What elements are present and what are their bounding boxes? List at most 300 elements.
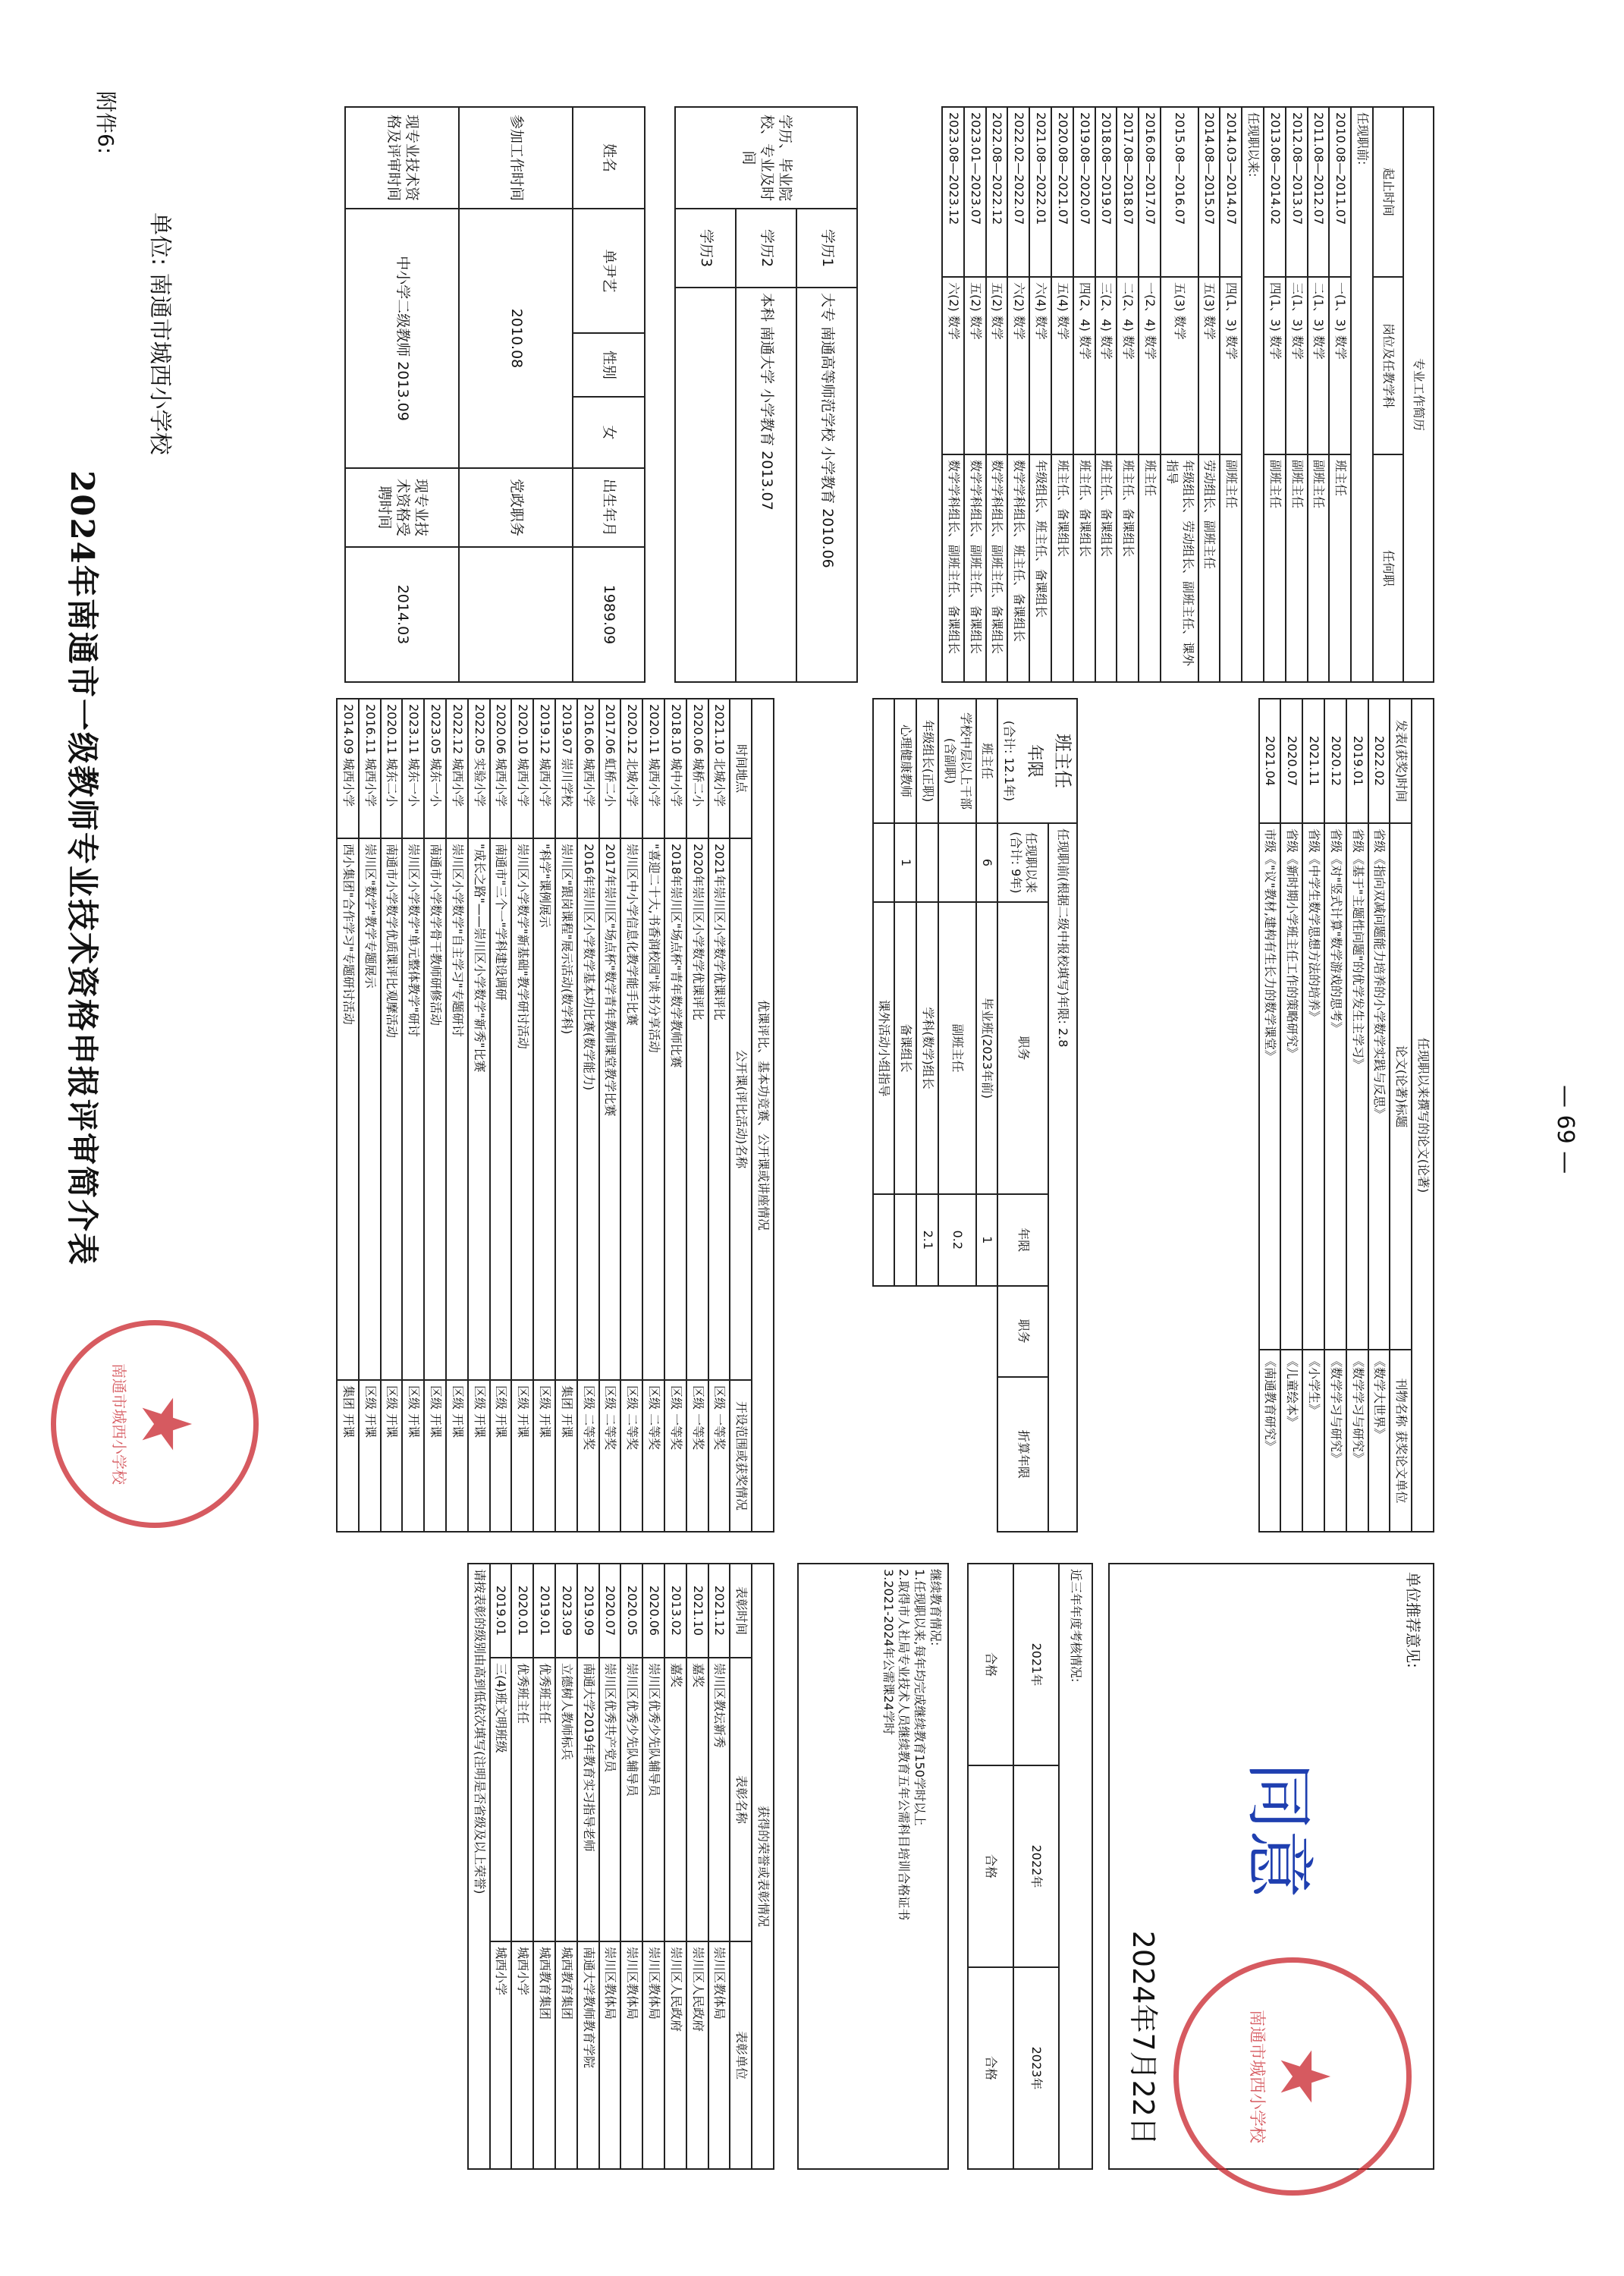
work-history-time: 2010.08—2011.07 — [1329, 107, 1351, 277]
post-role-secondary: 备课组长 — [894, 902, 916, 1194]
head-teacher-years-label: 年限 — [1024, 743, 1044, 778]
post-role-years: 6 — [976, 823, 998, 902]
table-row — [1161, 107, 1198, 682]
open-class-time: 2020.12 北城小学 — [620, 699, 642, 838]
open-class-time: 2018.10 城中小学 — [664, 699, 686, 838]
table-row — [642, 699, 664, 1532]
paper-publication: 《数学学习与研究》 — [1324, 1350, 1346, 1532]
work-history-header: 岗位及任教学科 — [1373, 277, 1403, 454]
page-title: 2024年南通市一级教师专业技术资格申报评审简介表 — [64, 470, 101, 1266]
work-history-post: 五(4) 数学 — [1051, 277, 1073, 454]
work-history-time: 2012.08—2013.07 — [1286, 107, 1308, 277]
work-history-rows — [942, 107, 1373, 682]
post-roles-title: 任现职前(根据二级中报校填写)年限: 2.8 — [1048, 823, 1077, 1532]
work-history-duty: 副班主任 — [1308, 454, 1330, 682]
table-row — [599, 699, 621, 1532]
table-row — [424, 699, 446, 1532]
work-history-time: 2023.08—2023.12 — [942, 107, 964, 277]
papers-header: 刊物名称 获奖论文单位 — [1390, 1350, 1412, 1532]
table-row — [916, 699, 938, 1532]
work-history-duty: 数学学科组长、班主任、备课组长 — [1007, 454, 1029, 682]
table-row — [577, 699, 599, 1532]
work-history-duty: 年级组长、班主任、备课组长 — [1029, 454, 1051, 682]
work-history-duty: 班主任、备课组长 — [1095, 454, 1117, 682]
current-hire-value: 2014.03 — [345, 547, 459, 682]
work-start-label: 参加工作时间 — [459, 107, 573, 209]
education-label: 学历、毕业院校、专业及时间 — [675, 107, 857, 209]
open-class-time: 2020.06 城桥二小 — [686, 699, 708, 838]
work-history-duty: 班主任、备课组长 — [1117, 454, 1139, 682]
open-class-time: 2019.07 崇川学校 — [555, 699, 577, 838]
post-role-secondary: 副班主任 — [938, 902, 976, 1194]
work-history-title: 专业工作简历 — [1403, 107, 1434, 682]
unit-label: 单位: — [146, 212, 173, 266]
paper-time: 2019.01 — [1346, 699, 1368, 823]
honors-title: 获得的荣誉或表彰情况 — [752, 1564, 774, 2169]
birth-label: 出生年月 — [573, 468, 645, 547]
open-class-header: 时间地点 — [730, 699, 752, 838]
honor-unit: 南通大学教师教育学院 — [577, 1941, 599, 2169]
paper-publication: 《数学学习与研究》 — [1346, 1350, 1368, 1532]
honor-time: 2019.01 — [533, 1564, 555, 1658]
open-class-name: 崇川区"跟岗课程"展示活动(数学科) — [555, 838, 577, 1380]
open-class-result: 区级 一等奖 — [664, 1380, 686, 1532]
table-row — [1198, 107, 1220, 682]
assessment-title: 近三年年度考核情况: — [1059, 1564, 1092, 2169]
work-history-post: 二(1、3) 数学 — [1308, 277, 1330, 454]
honor-unit: 城西教育集团 — [533, 1941, 555, 2169]
open-class-result: 区级 二等奖 — [620, 1380, 642, 1532]
gender-value: 女 — [573, 397, 645, 468]
continuing-box — [797, 1563, 949, 2170]
paper-title: 省级《指向双减问题能力培养的小学数学实践与反思》 — [1368, 823, 1390, 1350]
work-history-duty: 班主任、备课组长 — [1051, 454, 1073, 682]
honor-unit: 崇川区教体局 — [642, 1941, 664, 2169]
honor-unit: 城西小学 — [490, 1941, 512, 2169]
honor-unit: 崇川区教体局 — [620, 1941, 642, 2169]
post-role-secondary: 课外活动小组指导 — [873, 902, 895, 1194]
table-row — [511, 699, 533, 1532]
work-history-time: 2011.08—2012.07 — [1308, 107, 1330, 277]
official-seal-top — [51, 1320, 259, 1528]
work-history-duty: 数学学科组长、副班主任、备课组长 — [964, 454, 986, 682]
table-row — [1308, 107, 1330, 682]
work-history-post: 六(2) 数学 — [1007, 277, 1029, 454]
table-row — [490, 1564, 512, 2169]
work-history-post: 六(2) 数学 — [942, 277, 964, 454]
table-row — [468, 699, 490, 1532]
post-roles-since-total: (合计: 9年) — [1008, 831, 1023, 894]
post-role-secondary: 学科(数学)组长 — [916, 902, 938, 1194]
open-class-result: 区级 一等奖 — [708, 1380, 730, 1532]
table-row — [708, 1564, 730, 2169]
work-history-post: 四(1、3) 数学 — [1220, 277, 1242, 454]
work-history-duty: 年级组长、劳动组长、副班主任、课外指导 — [1161, 454, 1198, 682]
honor-unit: 崇川区人民政府 — [664, 1941, 686, 2169]
work-history-post: 五(2) 数学 — [964, 277, 986, 454]
edu-row-value: 本科 南通大学 小学教育 2013.07 — [736, 288, 796, 682]
recommend-opinion: 同意 — [1239, 1762, 1318, 1898]
paper-time: 2020.07 — [1280, 699, 1302, 823]
assessment-result: 合格 — [968, 1765, 1013, 1967]
honor-time: 2020.05 — [620, 1564, 642, 1658]
papers-header: 发表(获奖)时间 — [1390, 699, 1412, 823]
political-label: 党政职务 — [459, 468, 573, 547]
paper-time: 2022.02 — [1368, 699, 1390, 823]
open-class-result: 区级 二等奖 — [599, 1380, 621, 1532]
head-teacher-total: (合计: 12.1年) — [1002, 720, 1017, 802]
open-class-name: 2020年崇川区小学数学优课评比 — [686, 838, 708, 1380]
work-history-post: 六(4) 数学 — [1029, 277, 1051, 454]
work-history-duty: 劳动组长、副班主任 — [1198, 454, 1220, 682]
table-row — [555, 1564, 577, 2169]
table-row — [873, 699, 895, 1532]
open-class-result: 区级 二等奖 — [577, 1380, 599, 1532]
open-class-name: 2017年崇川区"场点杯"数学青年教师课堂教学比赛 — [599, 838, 621, 1380]
table-row — [976, 699, 998, 1532]
open-class-time: 2019.12 城西小学 — [533, 699, 555, 838]
work-history-header: 起止时间 — [1373, 107, 1403, 277]
work-history-duty: 数学学科组长、副班主任、备课组长 — [942, 454, 964, 682]
table-row — [1346, 699, 1368, 1532]
table-row — [1242, 107, 1264, 682]
recommend-label: 单位推荐意见: — [1404, 1572, 1422, 1668]
open-class-name: 2018年崇川区"场点杯"青年数学教师比赛 — [664, 838, 686, 1380]
honor-name: 优秀班主任 — [511, 1658, 533, 1941]
open-class-name: 2021年崇川区小学数学优课评比 — [708, 838, 730, 1380]
open-class-result: 集团 开课 — [555, 1380, 577, 1532]
work-history-duty: 数学学科组长、副班主任、备课组长 — [986, 454, 1008, 682]
paper-publication: 《南通教育研究》 — [1259, 1350, 1281, 1532]
honor-name: 崇川区优秀少先队辅导员 — [642, 1658, 664, 1941]
post-role — [873, 699, 895, 823]
open-class-time: 2023.05 城东一小 — [424, 699, 446, 838]
open-class-result: 区级 一等奖 — [686, 1380, 708, 1532]
table-row — [1073, 107, 1095, 682]
open-class-name: 崇川区小学数学"单元整体教学"研讨 — [402, 838, 424, 1380]
papers-table — [1258, 698, 1434, 1533]
honor-name: 三(4)班文明班级 — [490, 1658, 512, 1941]
work-history-post: 一(1、3) 数学 — [1329, 277, 1351, 454]
honors-header: 表彰时间 — [730, 1564, 752, 1658]
table-row — [894, 699, 916, 1532]
honor-time: 2019.01 — [490, 1564, 512, 1658]
post-roles-table — [872, 698, 1078, 1533]
table-row — [402, 699, 424, 1532]
open-class-time: 2022.12 城西小学 — [446, 699, 468, 838]
post-roles-since-label: 任现职以来 — [1024, 831, 1039, 893]
open-class-result: 集团 开课 — [337, 1380, 359, 1532]
table-row — [1368, 699, 1390, 1532]
post-role: 学校中层以上干部(含副职) — [938, 699, 976, 823]
open-class-header: 开设范围或获奖情况 — [730, 1380, 752, 1532]
work-history-table — [941, 106, 1434, 683]
table-row — [964, 107, 986, 682]
work-history-time: 2017.08—2018.07 — [1117, 107, 1139, 277]
honor-unit: 崇川区人民政府 — [686, 1941, 708, 2169]
post-role: 班主任 — [976, 699, 998, 823]
work-history-time: 2014.03—2014.07 — [1220, 107, 1242, 277]
work-history-post: 一(2、4) 数学 — [1139, 277, 1161, 454]
assessment-result: 合格 — [968, 1564, 1013, 1765]
work-history-duty: 副班主任 — [1286, 454, 1308, 682]
work-history-time: 2021.08—2022.01 — [1029, 107, 1051, 277]
name-label: 姓名 — [573, 107, 645, 209]
paper-publication: 《数学大世界》 — [1368, 1350, 1390, 1532]
honor-name: 崇川区优秀少先队辅导员 — [620, 1658, 642, 1941]
paper-time: 2021.04 — [1259, 699, 1281, 823]
open-class-name: 2016年崇川区小学数学基本功比赛(数学能力) — [577, 838, 599, 1380]
open-class-name: 南通市小学数学优质课评比观摩活动 — [381, 838, 403, 1380]
work-history-duty: 副班主任 — [1264, 454, 1286, 682]
open-class-result: 区级 开课 — [446, 1380, 468, 1532]
edu-row-label: 学历3 — [675, 209, 736, 288]
open-class-table — [336, 698, 774, 1533]
open-class-name: "喜迎二十大,书香润校园"读书分享活动 — [642, 838, 664, 1380]
name-value: 单尹艺 — [573, 209, 645, 333]
work-history-duty: 班主任、备课组长 — [1073, 454, 1095, 682]
open-class-result: 区级 开课 — [533, 1380, 555, 1532]
honor-unit: 城西小学 — [511, 1941, 533, 2169]
table-row — [1007, 107, 1029, 682]
honor-time: 2019.09 — [577, 1564, 599, 1658]
post-role-converted: 1 — [976, 1194, 998, 1285]
open-class-name: 南通市小学数学骨干教师研修活动 — [424, 838, 446, 1380]
current-qual-value: 中小学二级教师 2013.09 — [345, 209, 459, 468]
honor-unit: 城西教育集团 — [555, 1941, 577, 2169]
continuing-line: 2.取得市人社局专业技术人员继续教育五年公需科目培训合格证书 — [897, 1569, 912, 1921]
birth-value: 1989.09 — [573, 547, 645, 682]
open-class-name: 西小集团"合作学习"专题研讨活动 — [337, 838, 359, 1380]
attachment-label: 附件6: — [93, 91, 118, 155]
current-hire-label: 现专业技术资格受聘时间 — [345, 468, 459, 547]
continuing-title: 继续教育情况: — [928, 1569, 943, 1646]
open-class-result: 区级 开课 — [490, 1380, 512, 1532]
open-class-result: 区级 开课 — [359, 1380, 381, 1532]
table-row — [533, 1564, 555, 2169]
honor-time: 2020.01 — [511, 1564, 533, 1658]
paper-title: 省级《对"竖式计算"数学游戏的思考》 — [1324, 823, 1346, 1350]
open-class-rows — [337, 699, 730, 1532]
work-history-time: 2014.08—2015.07 — [1198, 107, 1220, 277]
work-history-post: 四(1、3) 数学 — [1264, 277, 1286, 454]
post-role-years: 1 — [894, 823, 916, 902]
post-role-converted: 2.1 — [916, 1194, 938, 1285]
work-history-time: 2016.08—2017.07 — [1139, 107, 1161, 277]
table-row — [1280, 699, 1302, 1532]
open-class-time: 2014.09 城西小学 — [337, 699, 359, 838]
edu-row-label: 学历1 — [796, 209, 857, 288]
table-row — [1329, 107, 1351, 682]
table-row — [686, 1564, 708, 2169]
open-class-name: 崇川区小学数学"自主学习"专题研讨 — [446, 838, 468, 1380]
post-role-secondary: 毕业班(2023年前) — [976, 902, 998, 1194]
recommend-date: 2024年7月22日 — [1126, 1930, 1160, 2146]
honor-name: 优秀班主任 — [533, 1658, 555, 1941]
post-role-converted — [894, 1194, 916, 1285]
honor-time: 2021.10 — [686, 1564, 708, 1658]
open-class-title: 优课评比、基本功竞赛、公开课或讲座情况 — [752, 699, 774, 1532]
honor-time: 2020.07 — [599, 1564, 621, 1658]
table-row — [577, 1564, 599, 2169]
unit-line — [146, 212, 179, 455]
open-class-time: 2016.11 城西小学 — [359, 699, 381, 838]
post-role-converted — [873, 1194, 895, 1285]
work-history-time: 2013.08—2014.02 — [1264, 107, 1286, 277]
post-roles-since — [997, 823, 1048, 902]
seal-star-icon: ★ — [126, 1393, 206, 1455]
post-role-years — [916, 823, 938, 902]
assessment-year: 2022年 — [1013, 1765, 1059, 1967]
papers-title: 任现职以来撰写的论文(论著) — [1412, 699, 1434, 1532]
work-history-header: 任何职 — [1373, 454, 1403, 682]
table-row — [337, 699, 359, 1532]
open-class-time: 2016.06 城西小学 — [577, 699, 599, 838]
work-history-post: 五(3) 数学 — [1198, 277, 1220, 454]
table-row — [381, 699, 403, 1532]
open-class-name: "成长之路"——崇川区小学数学"新秀"比赛 — [468, 838, 490, 1380]
continuing-line: 1.任现职以来,每年均完成继续教育150学时以上 — [913, 1569, 928, 1826]
table-row — [1139, 107, 1161, 682]
open-class-time: 2017.06 虹桥二小 — [599, 699, 621, 838]
honor-unit: 崇川区教体局 — [708, 1941, 730, 2169]
table-row — [446, 699, 468, 1532]
honor-time: 2013.02 — [664, 1564, 686, 1658]
honors-rows — [490, 1564, 730, 2169]
continuing-line: 3.2021-2024年公需课24学时 — [881, 1569, 896, 1735]
gender-label: 性别 — [573, 333, 645, 397]
honors-note: 请按表彰的级别由高到低依次填写(注明是否省级及以上荣誉) — [468, 1564, 490, 2169]
paper-time: 2021.11 — [1302, 699, 1324, 823]
table-row — [664, 1564, 686, 2169]
head-teacher-block — [997, 699, 1077, 823]
honor-name: 崇川区优秀共产党员 — [599, 1658, 621, 1941]
table-row — [599, 1564, 621, 2169]
table-row — [1095, 107, 1117, 682]
head-teacher-title: 班主任 — [1052, 734, 1073, 788]
open-class-result: 区级 开课 — [402, 1380, 424, 1532]
work-history-section-label: 任现职以来: — [1242, 107, 1264, 682]
assessment-table — [967, 1563, 1093, 2170]
open-class-result: 区级 开课 — [424, 1380, 446, 1532]
work-history-time: 2023.01—2023.07 — [964, 107, 986, 277]
edu-row-label: 学历2 — [736, 209, 796, 288]
open-class-name: 崇川区中小学信息化教学能手比赛 — [620, 838, 642, 1380]
page-number: — 69 — — [1552, 1085, 1578, 1174]
table-row — [1051, 107, 1073, 682]
table-row — [1302, 699, 1324, 1532]
table-row — [1220, 107, 1242, 682]
honor-unit: 崇川区教体局 — [599, 1941, 621, 2169]
post-role-years — [938, 823, 976, 902]
open-class-result: 区级 开课 — [381, 1380, 403, 1532]
table-row — [1029, 107, 1051, 682]
post-roles-rows — [873, 699, 998, 1532]
post-role: 年级组长(正职) — [916, 699, 938, 823]
official-seal-bottom — [1173, 1957, 1412, 2196]
open-class-result: 区级 开课 — [468, 1380, 490, 1532]
work-history-duty: 班主任 — [1139, 454, 1161, 682]
open-class-time: 2022.05 实验小学 — [468, 699, 490, 838]
work-history-time: 2022.02—2022.07 — [1007, 107, 1029, 277]
open-class-name: 南通市"三个一"学科建设调研 — [490, 838, 512, 1380]
work-history-post: 五(3) 数学 — [1161, 277, 1198, 454]
paper-title: 省级《基于"主题性问题"的优学发生主学习》 — [1346, 823, 1368, 1350]
table-row — [938, 699, 976, 1532]
paper-publication: 《小学生》 — [1302, 1350, 1324, 1532]
seal-text: 南通市城西小学校 — [110, 1363, 129, 1485]
table-row — [942, 107, 964, 682]
paper-title: 省级《中学生数学思想方法的培养》 — [1302, 823, 1324, 1350]
honor-name: 南通大学2019年教育实习指导老师 — [577, 1658, 599, 1941]
honor-time: 2023.09 — [555, 1564, 577, 1658]
table-row — [664, 699, 686, 1532]
honor-name: 崇川区教坛新秀 — [708, 1658, 730, 1941]
edu-row-value — [675, 288, 736, 682]
table-row — [1286, 107, 1308, 682]
edu-row-value: 大专 南通高等师范学校 小学教育 2010.06 — [796, 288, 857, 682]
work-history-time: 2018.08—2019.07 — [1095, 107, 1117, 277]
open-class-result: 区级 二等奖 — [642, 1380, 664, 1532]
table-row — [1117, 107, 1139, 682]
table-row — [986, 107, 1008, 682]
honor-name: 立德树人教师标兵 — [555, 1658, 577, 1941]
political-value — [459, 547, 573, 682]
honors-header: 表彰名称 — [730, 1658, 752, 1941]
open-class-time: 2021.10 北城小学 — [708, 699, 730, 838]
papers-header: 论文(论著)标题 — [1390, 823, 1412, 1350]
paper-time: 2020.12 — [1324, 699, 1346, 823]
post-roles-header: 职务 — [997, 1286, 1048, 1377]
work-history-post: 五(2) 数学 — [986, 277, 1008, 454]
paper-publication: 《儿童绘本》 — [1280, 1350, 1302, 1532]
paper-title: 省级《新时期小学班主任工作的策略研究》 — [1280, 823, 1302, 1350]
papers-rows — [1259, 699, 1390, 1532]
honors-table — [467, 1563, 774, 2170]
work-history-time: 2020.08—2021.07 — [1051, 107, 1073, 277]
table-row — [620, 1564, 642, 2169]
post-role: 心理健康教师 — [894, 699, 916, 823]
work-history-post: 三(2、4) 数学 — [1095, 277, 1117, 454]
assessment-year: 2023年 — [1013, 1967, 1059, 2169]
honor-name: 嘉奖 — [664, 1658, 686, 1941]
education-table — [674, 106, 858, 683]
table-row — [620, 699, 642, 1532]
unit-value: 南通市城西小学校 — [146, 272, 173, 455]
current-qual-label: 现专业技术资格及评审时间 — [345, 107, 459, 209]
honor-time: 2020.06 — [642, 1564, 664, 1658]
honor-time: 2021.12 — [708, 1564, 730, 1658]
post-roles-header: 年限 — [997, 1194, 1048, 1285]
honors-header: 表彰单位 — [730, 1941, 752, 2169]
open-class-time: 2020.10 城西小学 — [511, 699, 533, 838]
open-class-name: 崇川区"数学"教学专题展示 — [359, 838, 381, 1380]
table-row — [1351, 107, 1373, 682]
open-class-header: 公开课(评比活动)名称 — [730, 838, 752, 1380]
work-history-section-label: 任现职前: — [1351, 107, 1373, 682]
table-row — [1264, 107, 1286, 682]
work-history-post: 二(2、4) 数学 — [1117, 277, 1139, 454]
post-role-years — [873, 823, 895, 902]
open-class-time: 2020.11 城东二小 — [381, 699, 403, 838]
table-row — [708, 699, 730, 1532]
work-history-duty: 班主任 — [1329, 454, 1351, 682]
table-row — [511, 1564, 533, 2169]
work-history-time: 2019.08—2020.07 — [1073, 107, 1095, 277]
open-class-name: 崇川区小学数学"新基础"教学研讨活动 — [511, 838, 533, 1380]
table-row — [642, 1564, 664, 2169]
work-history-post: 四(2、4) 数学 — [1073, 277, 1095, 454]
